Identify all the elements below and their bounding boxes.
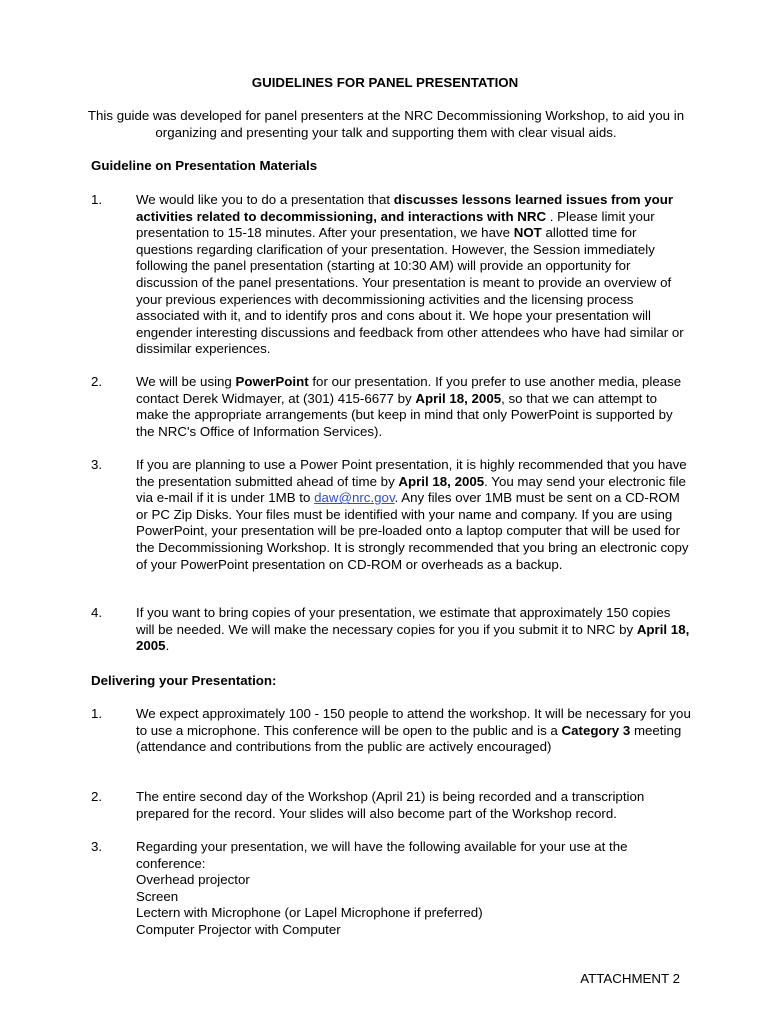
item-number: 3. xyxy=(91,839,103,854)
item-text-bold: NOT xyxy=(513,225,542,241)
item-text-bold: April 18, 2005 xyxy=(136,621,690,654)
intro-paragraph: This guide was developed for panel presenters at the NRC Decommissioning Workshop, to aid you in organizing and presenting your talk and supporting them with clear visual aids. xyxy=(87,108,685,140)
item-text-part: We will be using xyxy=(136,374,236,389)
item-text-bold: Category 3 xyxy=(561,722,631,738)
item-text-bold: PowerPoint xyxy=(235,374,309,389)
delivering-item-3 xyxy=(91,839,691,952)
list-item: Computer Projector with Computer xyxy=(136,921,341,937)
item-text xyxy=(136,192,691,358)
list-item: Overhead projector xyxy=(136,872,250,888)
item-text-part: . You may send your electronic file via e-mail if it is under 1MB to xyxy=(136,473,686,506)
item-text: The entire second day of the Workshop (April 21) is being recorded and a transcription prepared for the record. Your slides will also become part of the Workshop record. xyxy=(136,789,645,821)
equipment-list xyxy=(136,872,691,938)
item-text: Regarding your presentation, we will have the following available for your use at the conference: xyxy=(136,839,628,871)
section-heading-delivering: Delivering your Presentation: xyxy=(91,673,277,688)
materials-item-1 xyxy=(91,192,691,358)
item-text xyxy=(136,374,691,440)
section-heading-materials: Guideline on Presentation Materials xyxy=(91,158,318,173)
item-text-part: , so that we can attempt to make the appropriate arrangements (but keep in mind that only PowerPoint is supported by the NRC's Office of Information Services). xyxy=(136,390,673,439)
item-text-part: . Any files over 1MB must be sent on a CD-ROM or PC Zip Disks. Your files must be identified with your name and company. If you are using PowerPoint, your presentation will be pre-loaded onto a laptop computer that will be used for the Decommissioning Workshop. It is strongly recommended that you bring an electronic copy of your PowerPoint presentation on CD-ROM or overheads as a backup. xyxy=(136,490,689,572)
item-text-part: We would like you to do a presentation that xyxy=(136,192,394,207)
item-number: 1. xyxy=(91,706,103,721)
item-number: 2. xyxy=(91,789,103,804)
materials-item-4 xyxy=(91,605,691,655)
item-text-part: . xyxy=(165,638,170,654)
item-text-part: We expect approximately 100 - 150 people to attend the workshop. It will be necessary for you to use a microphone. This conference will be open to the public and is a xyxy=(136,706,691,738)
item-text-part: for our presentation. If you prefer to use another media, please contact Derek Widmayer, at (301) 415-6677 by xyxy=(136,374,682,406)
item-text xyxy=(136,605,691,655)
item-text-bold: discusses lessons learned issues from your activities related to decommissioning, and interactions with NRC xyxy=(136,192,674,224)
item-text xyxy=(136,706,691,756)
item-text-part: If you are planning to use a Power Point presentation, it is highly recommended that you have the presentation submitted ahead of time by xyxy=(136,457,687,489)
delivering-item-2 xyxy=(91,789,691,822)
item-text-bold: April 18, 2005 xyxy=(398,473,485,489)
list-item: Lectern with Microphone (or Lapel Microphone if preferred) xyxy=(136,905,483,921)
item-text-part: . Please limit your presentation to 15-18 minutes. After your presentation, we have xyxy=(136,208,655,241)
email-link[interactable]: daw@nrc.gov xyxy=(314,490,395,506)
item-text xyxy=(136,457,691,573)
item-number: 2. xyxy=(91,374,103,389)
materials-item-2 xyxy=(91,374,691,440)
delivering-item-1 xyxy=(91,706,691,756)
page-title: GUIDELINES FOR PANEL PRESENTATION xyxy=(251,75,519,90)
item-text-bold: April 18, 2005 xyxy=(415,390,502,406)
attachment-label: ATTACHMENT 2 xyxy=(580,971,680,986)
list-item: Screen xyxy=(136,888,179,904)
materials-item-3 xyxy=(91,457,691,573)
item-text-part: meeting (attendance and contributions from the public are actively encouraged) xyxy=(136,722,682,755)
item-number: 3. xyxy=(91,457,103,472)
item-number: 4. xyxy=(91,605,103,620)
item-text-part: allotted time for questions regarding clarification of your presentation. However, the Session immediately following the panel presentation (starting at 10:30 AM) will provide an opportunity for discussion of the panel presentations. Your presentation is meant to provide an overview of your previous experiences with decommissioning activities and the licensing process associated with it, and to identify pros and cons about it. We hope your presentation will engender interesting discussions and feedback from other attendees who have had similar or dissimilar experiences. xyxy=(136,225,684,357)
item-number: 1. xyxy=(91,192,103,207)
item-text-part: If you want to bring copies of your presentation, we estimate that approximately 150 copies will be needed. We will make the necessary copies for you if you submit it to NRC by xyxy=(136,605,671,637)
